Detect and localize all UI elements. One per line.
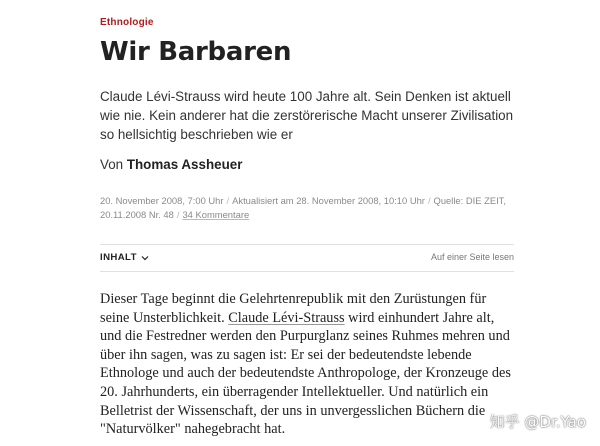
- toc-toggle[interactable]: INHALT: [100, 252, 137, 263]
- byline-prefix: Von: [100, 157, 124, 172]
- body-text-part2: wird einhundert Jahre alt, und die Festredner werden den Purpurglanz seines Ruhmes mehren und über ihn sagen, was zu sagen ist: Er sei der bedeutendste lebende Ethnologe und auch der bedeutendste Anthropologe, der Kronzeuge des 20. Jahrhunderts, ein überragender Intellektueller. Und natürlich ein Belletrist der Wissenschaft, der uns in unvergesslichen Büchern die "Naturvölker" nahegebracht hat.: [100, 309, 511, 438]
- body-text-part1: Dieser Tage beginnt die Gelehrtenrepublik mit den Zurüstungen für seine Unsterblichkeit.: [100, 291, 487, 326]
- article-meta: [100, 194, 514, 222]
- single-page-link[interactable]: Auf einer Seite lesen: [430, 252, 514, 262]
- levi-strauss-link[interactable]: Claude Lévi-Strauss: [228, 309, 345, 326]
- watermark: 知乎 @Dr.Yao: [489, 413, 586, 431]
- source-info: Quelle: DIE ZEIT, 20.11.2008 Nr. 48: [100, 195, 506, 220]
- comments-link[interactable]: 34 Kommentare: [182, 209, 250, 220]
- meta-separator: /: [176, 209, 180, 220]
- byline: [100, 157, 242, 172]
- update-date: Aktualisiert am 28. November 2008, 10:10 Uhr: [232, 195, 425, 206]
- article-summary: Claude Lévi-Strauss wird heute 100 Jahre alt. Sein Denken ist aktuell wie nie. Kein anderer hat die zerstörerische Macht unserer Zivilisation so hellsichtig beschrieben wie er: [100, 89, 514, 142]
- meta-separator: /: [427, 195, 431, 206]
- author-link[interactable]: Thomas Assheuer: [126, 157, 243, 172]
- publish-date: 20. November 2008, 7:00 Uhr: [100, 195, 224, 206]
- table-of-contents-bar: [100, 244, 514, 272]
- meta-separator: /: [226, 195, 230, 206]
- chevron-down-icon[interactable]: [141, 254, 149, 262]
- article-title: Wir Barbaren: [100, 37, 292, 67]
- section-kicker[interactable]: Ethnologie: [100, 17, 154, 28]
- article-body: [100, 290, 514, 439]
